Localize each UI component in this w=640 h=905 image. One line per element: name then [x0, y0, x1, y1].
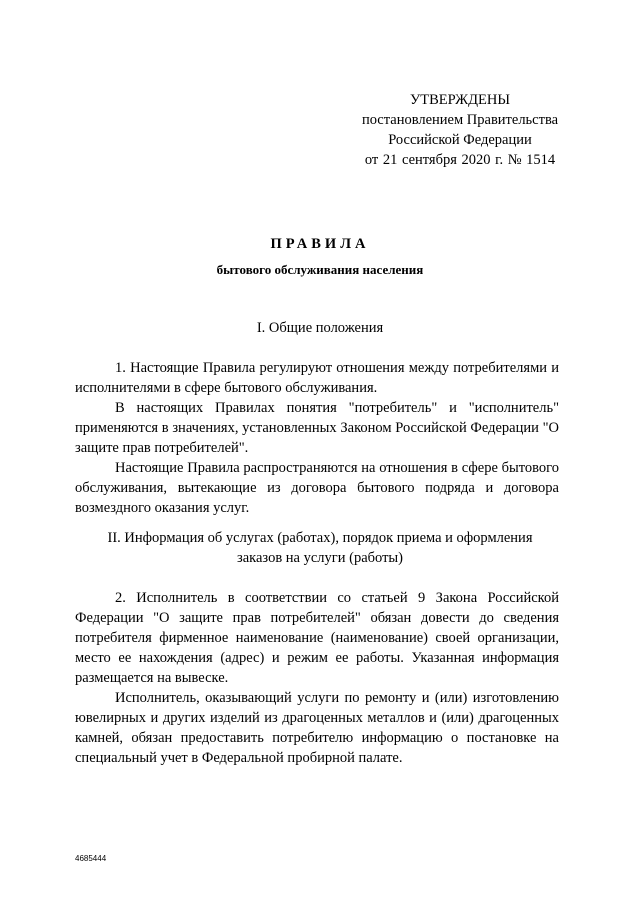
approval-stamp — [345, 90, 575, 170]
approval-title: УТВЕРЖДЕНЫ — [409, 92, 511, 108]
approval-authority: Российской Федерации — [388, 132, 532, 148]
section-2-paragraph-1: 2. Исполнитель в соответствии со статьей 9 Закона Российской Федерации "О защите прав потребителей" обязан довести до сведения потребителя фирменное наименование (наименование) своей организации, место ее нахождения (адрес) и режим ее работы. Указанная информация размещается на вывеске. — [75, 590, 559, 686]
approval-date-number: от 21 сентября 2020 г. № 1514 — [364, 152, 556, 168]
section-2-heading-line-2: заказов на услуги (работы) — [237, 550, 403, 566]
document-title: ПРАВИЛА — [270, 236, 370, 252]
document-code: 4685444 — [75, 854, 107, 863]
section-1-heading: I. Общие положения — [256, 320, 384, 336]
section-1-paragraph-3: Настоящие Правила распространяются на отношения в сфере бытового обслуживания, вытекающие из договора бытового подряда и договора возмездного оказания услуг. — [75, 460, 559, 516]
approval-resolution: постановлением Правительства — [361, 112, 559, 128]
section-2-heading-line-1: II. Информация об услугах (работах), порядок приема и оформления — [107, 530, 533, 546]
section-1-paragraph-2: В настоящих Правилах понятия "потребитель" и "исполнитель" применяются в значениях, установленных Законом Российской Федерации "О защите прав потребителей". — [75, 400, 559, 456]
section-1-paragraph-1: 1. Настоящие Правила регулируют отношения между потребителями и исполнителями в сфере бытового обслуживания. — [75, 360, 559, 396]
section-2-paragraph-2: Исполнитель, оказывающий услуги по ремонту и (или) изготовлению ювелирных и других изделий из драгоценных металлов и (или) драгоценных камней, обязан предоставить потребителю информацию о постановке на специальный учет в Федеральной пробирной палате. — [75, 690, 559, 766]
section-2-heading — [75, 528, 565, 568]
document-subtitle: бытового обслуживания населения — [216, 262, 424, 277]
